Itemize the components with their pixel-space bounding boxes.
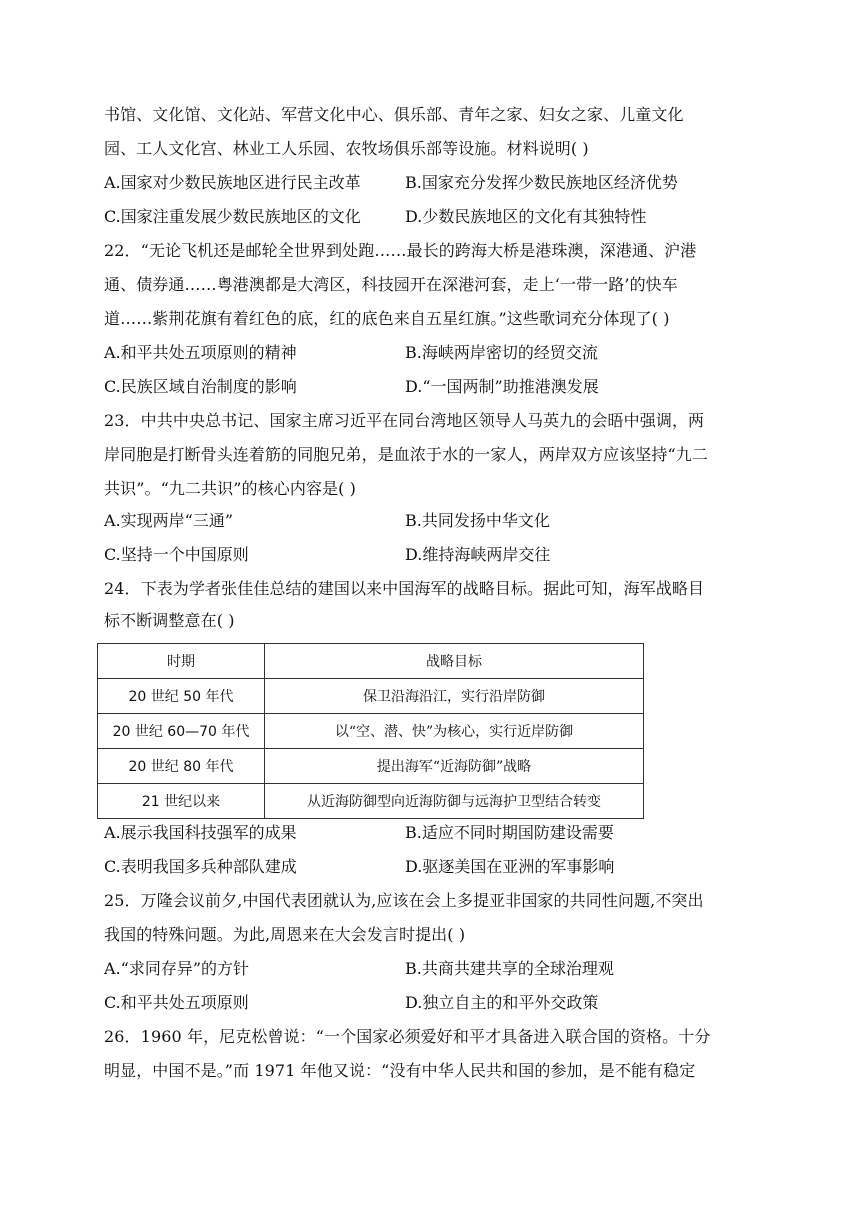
q21-option-c[interactable]: C.国家注重发展少数民族地区的文化 xyxy=(104,207,361,226)
q22-stem-line-2: 通、债券通……粤港澳都是大湾区，科技园开在深港河套，走上‘一带一路’的快车 xyxy=(104,275,678,294)
q21-option-a[interactable]: A.国家对少数民族地区进行民主改革 xyxy=(104,173,361,192)
table-cell-goal: 保卫沿海沿江，实行沿岸防御 xyxy=(265,679,644,714)
table-row xyxy=(98,749,644,784)
table-cell-goal: 从近海防御型向近海防御与远海护卫型结合转变 xyxy=(265,784,644,819)
table-cell-period: 20 世纪 60—70 年代 xyxy=(98,714,265,749)
q23-option-c[interactable]: C.坚持一个中国原则 xyxy=(104,545,249,564)
table-header-row xyxy=(98,644,644,679)
q22-stem-line-3: 道……紫荆花旗有着红色的底，红的底色来自五星红旗。”这些歌词充分体现了( ) xyxy=(104,309,670,328)
q26-stem-line-1: 26．1960 年，尼克松曾说：“一个国家必须爱好和平才具备进入联合国的资格。十分 xyxy=(104,1027,711,1046)
q23-stem-line-1: 23．中共中央总书记、国家主席习近平在同台湾地区领导人马英九的会晤中强调，两 xyxy=(104,411,705,430)
table-cell-goal: 以“空、潜、快”为核心，实行近岸防御 xyxy=(265,714,644,749)
q25-option-b[interactable]: B.共商共建共享的全球治理观 xyxy=(405,959,614,978)
q26-stem-line-2: 明显，中国不是。”而 1971 年他又说：“没有中华人民共和国的参加，是不能有稳定 xyxy=(104,1061,696,1080)
table-header-goal: 战略目标 xyxy=(265,644,644,679)
q25-stem-line-2: 我国的特殊问题。为此,周恩来在大会发言时提出( ) xyxy=(104,925,466,944)
table-row xyxy=(98,784,644,819)
q22-option-a[interactable]: A.和平共处五项原则的精神 xyxy=(104,343,297,362)
q21-stem-line-1: 书馆、文化馆、文化站、军营文化中心、俱乐部、青年之家、妇女之家、儿童文化 xyxy=(104,105,684,124)
q25-option-c[interactable]: C.和平共处五项原则 xyxy=(104,993,249,1012)
q23-stem-line-3: 共识”。“九二共识”的核心内容是( ) xyxy=(104,479,357,498)
q24-option-d[interactable]: D.驱逐美国在亚洲的军事影响 xyxy=(405,857,615,876)
q21-stem-line-2: 园、工人文化宫、林业工人乐园、农牧场俱乐部等设施。材料说明( ) xyxy=(104,139,589,158)
table-cell-goal: 提出海军“近海防御”战略 xyxy=(265,749,644,784)
q24-stem-line-2: 标不断调整意在( ) xyxy=(104,611,235,630)
q22-option-c[interactable]: C.民族区域自治制度的影响 xyxy=(104,377,297,396)
q25-stem-line-1: 25．万隆会议前夕,中国代表团就认为,应该在会上多提亚非国家的共同性问题,不突出 xyxy=(104,891,704,910)
q24-option-c[interactable]: C.表明我国多兵种部队建成 xyxy=(104,857,297,876)
table-row xyxy=(98,714,644,749)
q23-option-b[interactable]: B.共同发扬中华文化 xyxy=(405,511,550,530)
q25-option-d[interactable]: D.独立自主的和平外交政策 xyxy=(405,993,599,1012)
table-header-period: 时期 xyxy=(98,644,265,679)
q21-option-d[interactable]: D.少数民族地区的文化有其独特性 xyxy=(405,207,647,226)
q25-option-a[interactable]: A.“求同存异”的方针 xyxy=(104,959,250,978)
table-cell-period: 20 世纪 80 年代 xyxy=(98,749,265,784)
naval-strategy-table xyxy=(97,643,644,819)
q24-option-a[interactable]: A.展示我国科技强军的成果 xyxy=(104,823,297,842)
q22-option-d[interactable]: D.“一国两制”助推港澳发展 xyxy=(405,377,599,396)
q23-option-a[interactable]: A.实现两岸“三通” xyxy=(104,511,234,530)
table-row xyxy=(98,679,644,714)
table-cell-period: 20 世纪 50 年代 xyxy=(98,679,265,714)
q24-stem-line-1: 24．下表为学者张佳佳总结的建国以来中国海军的战略目标。据此可知，海军战略目 xyxy=(104,579,705,598)
q22-option-b[interactable]: B.海峡两岸密切的经贸交流 xyxy=(405,343,598,362)
q23-option-d[interactable]: D.维持海峡两岸交往 xyxy=(405,545,551,564)
q24-option-b[interactable]: B.适应不同时期国防建设需要 xyxy=(405,823,614,842)
q22-stem-line-1: 22．“无论飞机还是邮轮全世界到处跑……最长的跨海大桥是港珠澳，深港通、沪港 xyxy=(104,241,697,260)
table-cell-period: 21 世纪以来 xyxy=(98,784,265,819)
q23-stem-line-2: 岸同胞是打断骨头连着筋的同胞兄弟，是血浓于水的一家人，两岸双方应该坚持“九二 xyxy=(104,445,708,464)
q21-option-b[interactable]: B.国家充分发挥少数民族地区经济优势 xyxy=(405,173,678,192)
